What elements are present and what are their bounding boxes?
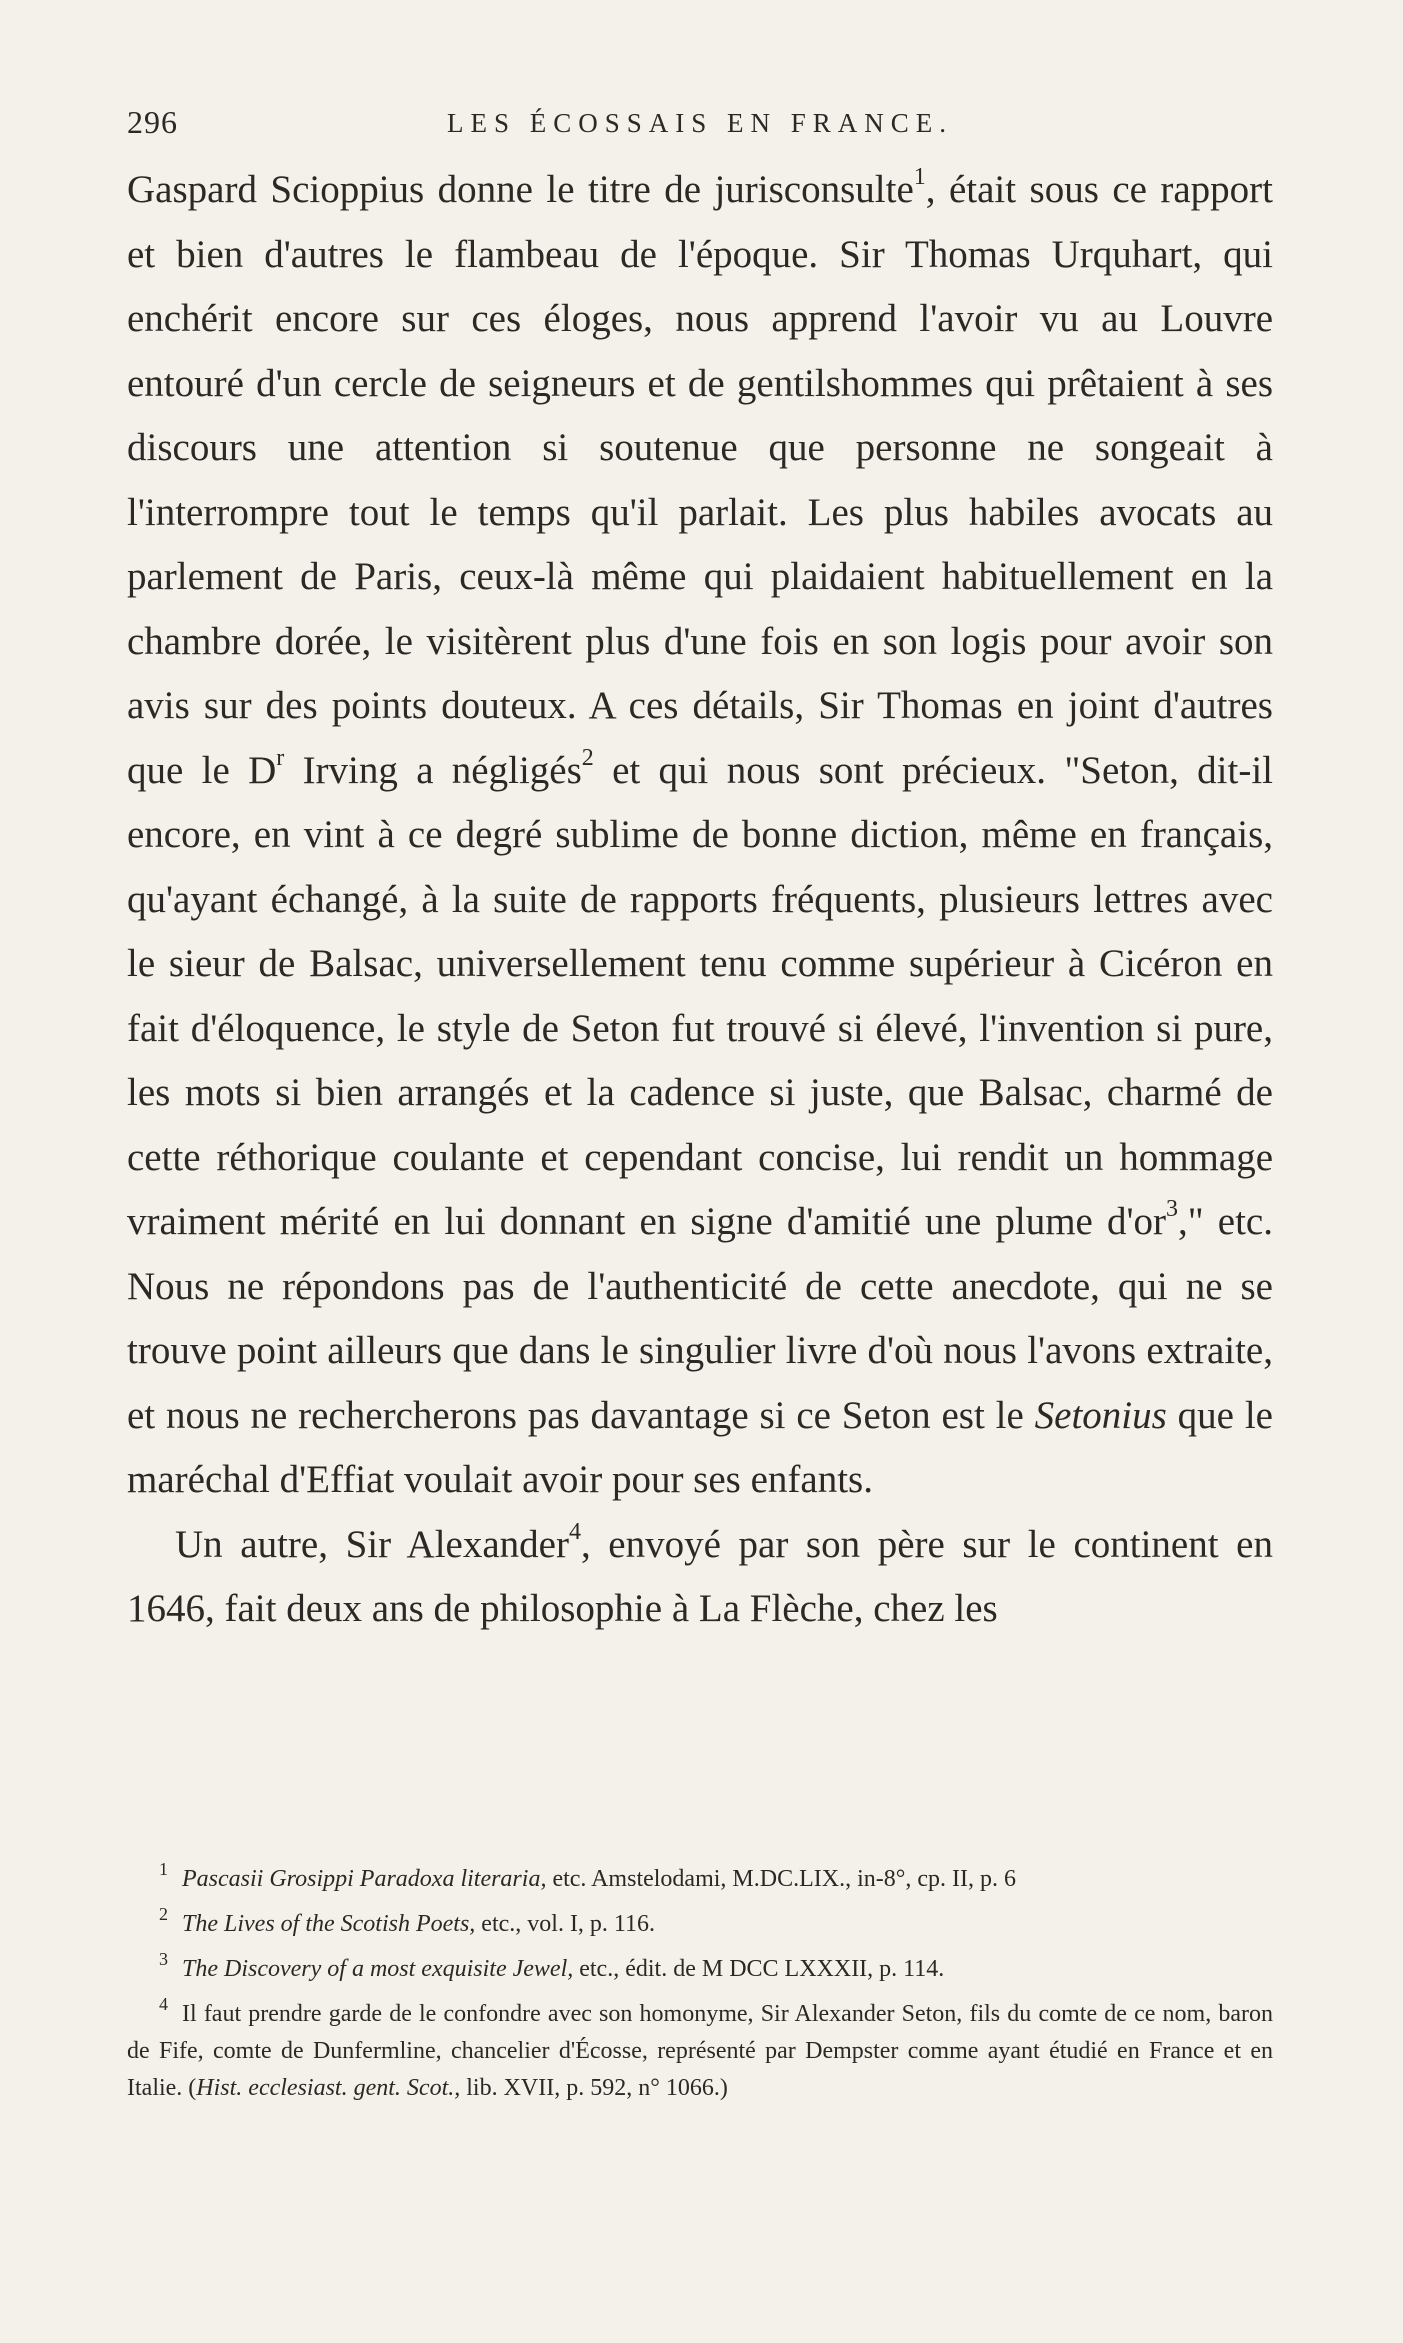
page-header xyxy=(127,104,1273,154)
text-run: ," etc. Nous ne répondons pas de l'authenticité de cette anecdote, qui ne se trouve point ailleurs que dans le singulier livre d'où nous l'avons extraite, et nous ne rechercherons pas davantage si ce Seton est le xyxy=(127,1200,1273,1437)
main-text xyxy=(127,158,1273,1642)
title-abbrev-sup: r xyxy=(276,744,285,771)
footnote-title: The Discovery of a most exquisite Jewel, xyxy=(182,1956,574,1982)
text-run: Gaspard Scioppius donne le titre de jurisconsulte xyxy=(127,168,914,211)
footnote-text: Il faut prendre garde de le confondre avec son homonyme, Sir Alexander Seton, fils du comte de ce nom, baron de Fife, comte de Dunfermline, chancelier d'Écosse, représenté par Dempster comme ayant étudié en France et en Italie. ( xyxy=(127,2001,1273,2101)
footnote-text: etc. Amstelodami, M.DC.LIX., in-8°, cp. II, p. 6 xyxy=(546,1866,1016,1892)
footnote-text: lib. XVII, p. 592, n° 1066.) xyxy=(460,2075,728,2101)
footnote-number: 4 xyxy=(159,1994,168,2014)
footnote xyxy=(127,1988,1273,2107)
text-run: , était sous ce rapport et bien d'autres le flambeau de l'époque. Sir Thomas Urquhart, qui enchérit encore sur ces éloges, nous apprend l'avoir vu au Louvre entouré d'un cercle de seigneurs et de gentilshommes qui prêtaient à ses discours une attention si soutenue que personne ne songeait à l'interrompre tout le temps qu'il parlait. Les plus habiles avocats au parlement de Paris, ceux-là même qui plaidaient habituellement en la chambre dorée, le visitèrent plus d'une fois en son logis pour avoir son avis sur des points douteux. A ces détails, Sir Thomas en joint d'autres que le D xyxy=(127,168,1273,792)
footnote-number: 3 xyxy=(159,1949,168,1969)
footnote-ref: 3 xyxy=(1166,1196,1178,1222)
text-run: et qui nous sont précieux. "Seton, dit-il encore, en vint à ce degré sublime de bonne diction, même en français, qu'ayant échangé, à la suite de rapports fréquents, plusieurs lettres avec le sieur de Balsac, universellement tenu comme supérieur à Cicéron en fait d'éloquence, le style de Seton fut trouvé si élevé, l'invention si pure, les mots si bien arrangés et la cadence si juste, que Balsac, charmé de cette réthorique coulante et cependant concise, lui rendit un hommage vraiment mérité en lui donnant en signe d'amitié une plume d'or xyxy=(127,748,1273,1243)
text-run: que le maréchal d'Effiat voulait avoir pour ses enfants. xyxy=(127,1393,1273,1501)
running-title: LES ÉCOSSAIS EN FRANCE. xyxy=(446,108,954,138)
page-number: 296 xyxy=(127,104,178,140)
footnote-title: Hist. ecclesiast. gent. Scot., xyxy=(196,2075,461,2101)
footnote-title: Pascasii Grosippi Paradoxa literaria, xyxy=(182,1866,547,1892)
footnote-ref: 4 xyxy=(568,1518,581,1545)
paragraph xyxy=(127,158,1273,1513)
footnote-number: 2 xyxy=(159,1904,168,1924)
text-run: Irving a négligés xyxy=(284,748,582,792)
footnote-ref: 2 xyxy=(581,744,594,771)
footnote xyxy=(127,1898,1273,1943)
italic-name: Setonius xyxy=(1034,1393,1167,1437)
footnote-number: 1 xyxy=(159,1859,168,1879)
footnote-text: etc., édit. de M DCC LXXXII, p. 114. xyxy=(573,1956,945,1982)
footnotes xyxy=(127,1853,1273,2107)
footnote xyxy=(127,1943,1273,1988)
footnote xyxy=(127,1853,1273,1898)
footnote-title: The Lives of the Scotish Poets, xyxy=(182,1911,476,1937)
paragraph xyxy=(127,1513,1273,1642)
text-run: , envoyé par son père sur le continent en 1646, fait deux ans de philosophie à La Flèche, chez les xyxy=(127,1522,1273,1630)
footnote-text: etc., vol. I, p. 116. xyxy=(475,1911,656,1937)
text-run: Un autre, Sir Alexander xyxy=(175,1522,569,1566)
footnote-ref: 1 xyxy=(913,164,926,190)
